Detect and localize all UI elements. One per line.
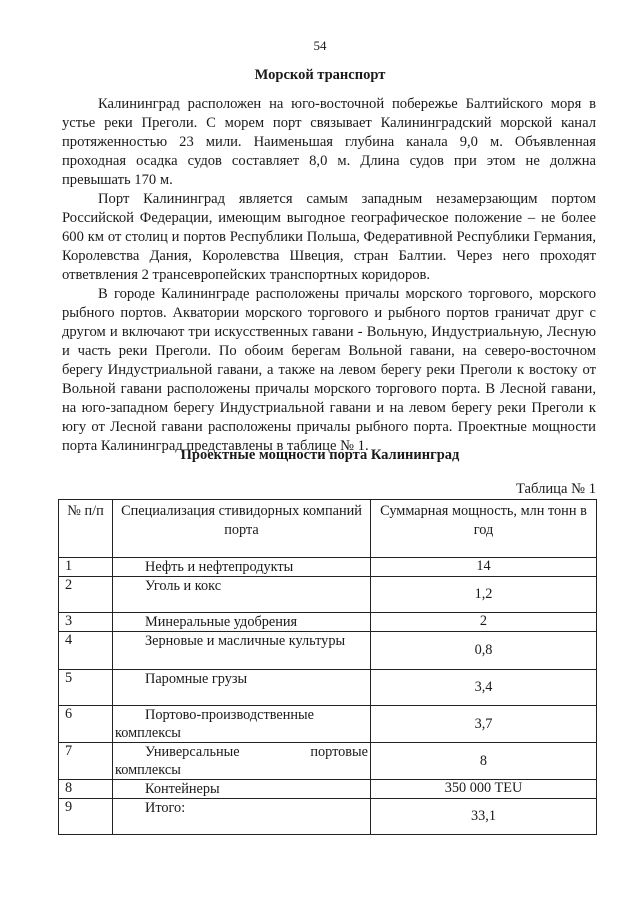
row-spec-label: Нефть и нефтепродукты (145, 559, 294, 575)
paragraph: Порт Калининград является самым западным незамерзающим портом Российской Федерации, имеющим выгодное географическое положение – не более 600 км от столиц и портов Республики Польша, Федеративной Республики Германия, Королевства Дания, Королевства Швеция, стран Балтии. Через него проходят ответвления 2 трансевропейских транспортных коридоров. (62, 191, 596, 283)
row-spec (113, 743, 371, 780)
table-row (59, 799, 597, 835)
row-value: 8 (371, 743, 597, 780)
row-value: 3,7 (371, 706, 597, 743)
row-spec-label: Уголь и кокс (145, 578, 222, 594)
capacity-table (58, 499, 597, 835)
header-num: № п/п (59, 500, 113, 558)
row-num: 2 (59, 577, 113, 613)
row-num: 1 (59, 558, 113, 577)
row-spec (113, 780, 371, 799)
table-row (59, 706, 597, 743)
table-row (59, 632, 597, 670)
row-spec-label: Итого: (145, 800, 186, 816)
row-spec (113, 799, 371, 835)
row-num: 6 (59, 706, 113, 743)
table-row (59, 743, 597, 780)
header-spec: Специализация стивидорных компаний порта (113, 500, 371, 558)
row-spec-label: Портово-производственные комплексы (115, 707, 314, 741)
row-spec-label: Контейнеры (145, 781, 220, 797)
row-value: 350 000 TEU (371, 780, 597, 799)
row-value: 0,8 (371, 632, 597, 670)
row-spec (113, 558, 371, 577)
table-row (59, 577, 597, 613)
page-number: 54 (313, 38, 327, 53)
row-spec-label: Универсальные портовые комплексы (115, 744, 368, 778)
row-spec-label: Паромные грузы (145, 671, 248, 687)
row-value: 2 (371, 613, 597, 632)
table-row (59, 613, 597, 632)
header-capacity: Суммарная мощность, млн тонн в год (371, 500, 597, 558)
row-value: 1,2 (371, 577, 597, 613)
row-num: 3 (59, 613, 113, 632)
paragraph: В городе Калининграде расположены причалы морского торгового, морского рыбного портов. Акватории морского торгового и рыбного портов граничат друг с другом и включают три искусственных гавани - Вольную, Индустриальную, Лесную и часть реки Преголи. По обоим берегам Вольной гавани, на северо-восточном берегу Индустриальной гавани, а также на левом берегу реки Преголи к востоку от Вольной гавани расположены причалы морского торгового порта. В Лесной гавани, на юго-западном берегу Индустриальной гавани и на левом берегу реки Преголи к югу от Лесной гавани расположены причалы рыбного порта. Проектные мощности порта Калининград представлены в таблице № 1. (62, 286, 596, 454)
row-spec (113, 613, 371, 632)
table-title: Проектные мощности порта Калининград (180, 447, 460, 463)
row-num: 5 (59, 670, 113, 706)
table-row (59, 780, 597, 799)
body-text (62, 95, 596, 456)
row-value: 3,4 (371, 670, 597, 706)
section-title: Морской транспорт (254, 67, 386, 83)
paragraph: Калининград расположен на юго-восточной побережье Балтийского моря в устье реки Преголи. С морем порт связывает Калининградский морской канал протяженностью 23 мили. Наименьшая глубина канала 9,0 м. Объявленная проходная осадка судов составляет 8,0 м. Длина судов при этом не должна превышать 170 м. (62, 96, 596, 188)
row-num: 7 (59, 743, 113, 780)
row-spec (113, 706, 371, 743)
row-spec (113, 632, 371, 670)
table-caption: Таблица № 1 (516, 481, 596, 497)
row-spec (113, 577, 371, 613)
row-spec (113, 670, 371, 706)
row-spec-label: Зерновые и масличные культуры (145, 633, 346, 649)
row-num: 4 (59, 632, 113, 670)
row-num: 8 (59, 780, 113, 799)
row-value: 14 (371, 558, 597, 577)
row-num: 9 (59, 799, 113, 835)
row-spec-label: Минеральные удобрения (145, 614, 298, 630)
table-row (59, 670, 597, 706)
table-row (59, 558, 597, 577)
row-value: 33,1 (371, 799, 597, 835)
